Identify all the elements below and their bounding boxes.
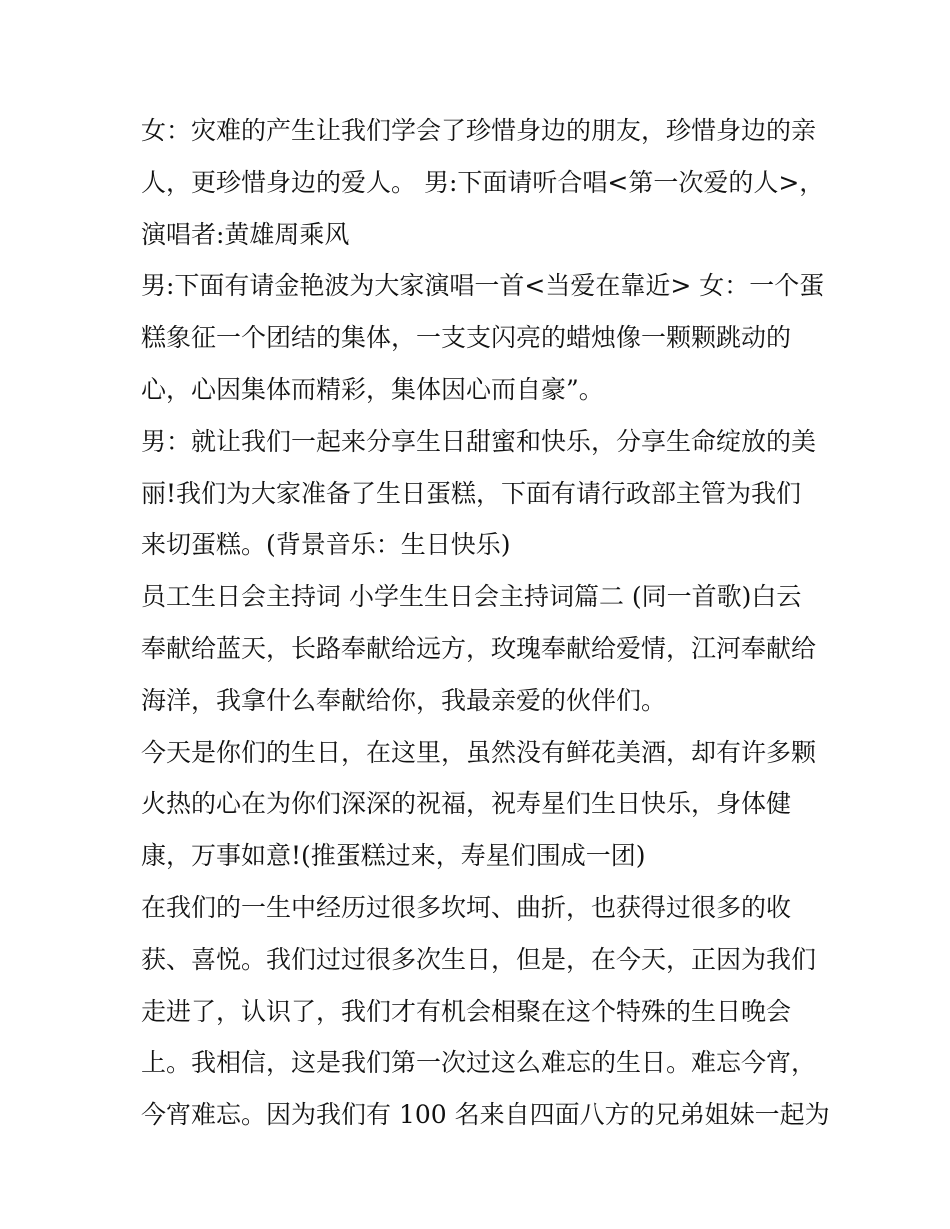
text-line: 丽!我们为大家准备了生日蛋糕，下面有请行政部主管为我们: [141, 478, 802, 508]
text-line: 今天是你们的生日，在这里，虽然没有鲜花美酒，却有许多颗: [141, 737, 817, 767]
text-line: 走进了，认识了，我们才有机会相聚在这个特殊的生日晚会: [141, 996, 792, 1026]
text-line: 男：就让我们一起来分享生日甜蜜和快乐，分享生命绽放的美: [141, 426, 817, 456]
text-line: 今宵难忘。因为我们有 100 名来自四面八方的兄弟姐妹一起为: [141, 1100, 830, 1130]
text-line: 获、喜悦。我们过过很多次生日，但是，在今天，正因为我们: [141, 944, 817, 974]
text-line: 上。我相信，这是我们第一次过这么难忘的生日。难忘今宵，: [141, 1048, 817, 1078]
text-line: 心，心因集体而精彩，集体因心而自豪”。: [141, 374, 604, 404]
document-body: [141, 105, 830, 1141]
text-line: 女：灾难的产生让我们学会了珍惜身边的朋友，珍惜身边的亲: [141, 116, 817, 145]
text-line: 康，万事如意!(推蛋糕过来，寿星们围成一团): [141, 841, 646, 871]
text-line: 在我们的一生中经历过很多坎坷、曲折，也获得过很多的收: [141, 892, 792, 922]
text-line: 奉献给蓝天，长路奉献给远方，玫瑰奉献给爱情，江河奉献给: [141, 633, 817, 663]
text-line: 海洋，我拿什么奉献给你，我最亲爱的伙伴们。: [141, 685, 667, 715]
text-line: 男:下面有请金艳波为大家演唱一首<当爱在靠近> 女：一个蛋: [141, 271, 825, 301]
text-line: 人，更珍惜身边的爱人。 男:下面请听合唱<第一次爱的人>，: [141, 167, 825, 197]
text-line: 员工生日会主持词 小学生生日会主持词篇二 (同一首歌)白云: [141, 582, 802, 612]
text-line: 来切蛋糕。(背景音乐：生日快乐): [141, 530, 511, 560]
text-line: 演唱者:黄雄周乘风: [141, 219, 350, 249]
text-line: 糕象征一个团结的集体，一支支闪亮的蜡烛像一颗颗跳动的: [141, 323, 792, 353]
text-line: 火热的心在为你们深深的祝福，祝寿星们生日快乐，身体健: [141, 789, 792, 819]
